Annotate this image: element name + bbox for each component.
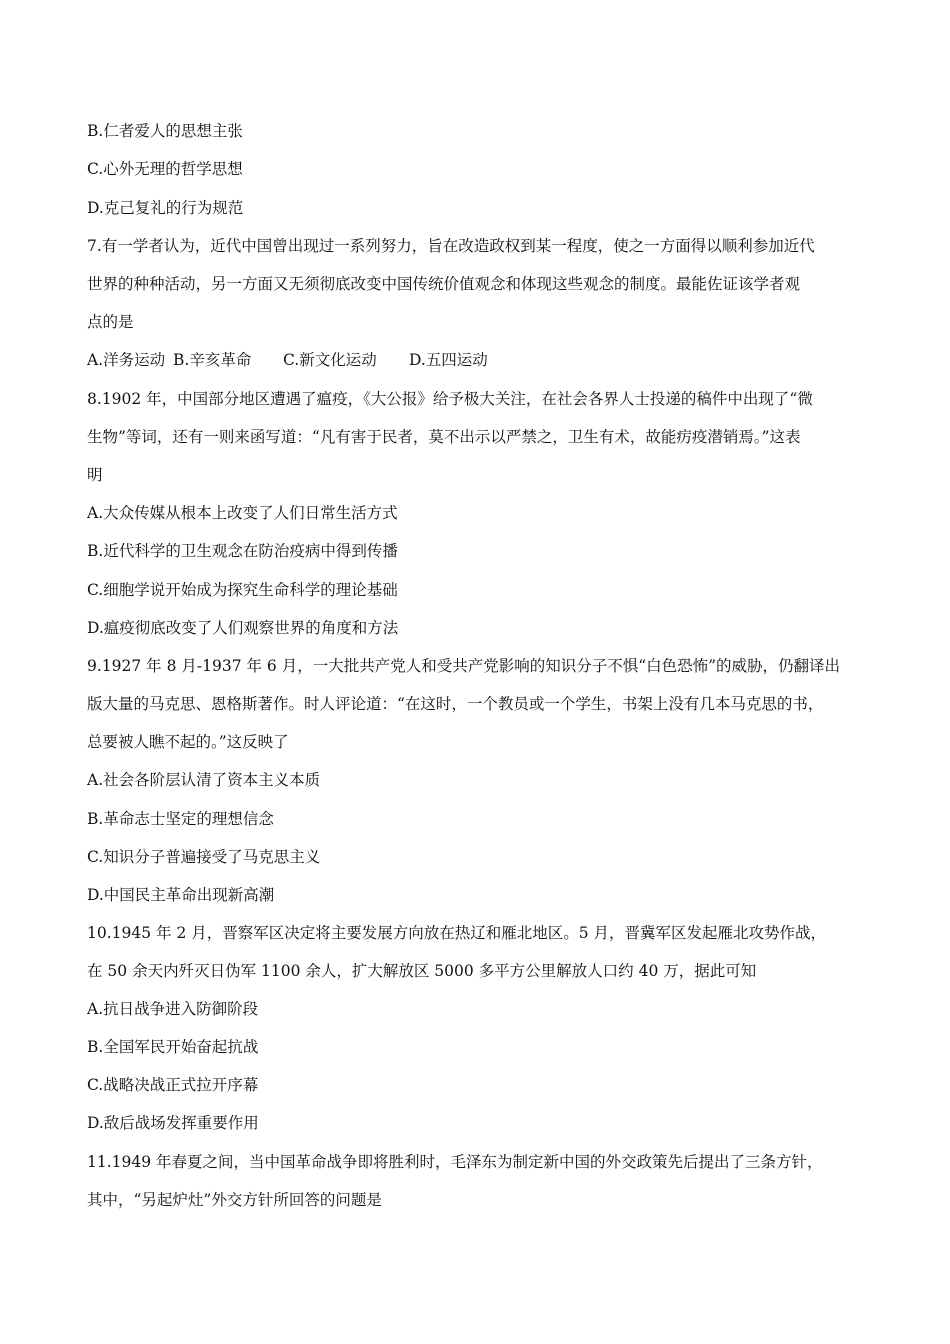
q7-stem-line-2: 世界的种种活动，另一方面又无须彻底改变中国传统价值观念和体现这些观念的制度。最能佐证该学者观 — [87, 275, 801, 293]
q7-options-row — [87, 349, 877, 371]
q7-stem-line-3: 点的是 — [87, 313, 134, 331]
q8-stem-line-3: 明 — [87, 466, 103, 484]
q10-option-b: B.全国军民开始奋起抗战 — [87, 1038, 259, 1056]
q8-option-c: C.细胞学说开始成为探究生命科学的理论基础 — [87, 581, 398, 599]
q9-stem-line-1: 9.1927 年 8 月-1937 年 6 月，一大批共产党人和受共产党影响的知识分子不惧“白色恐怖”的威胁，仍翻译出 — [87, 657, 841, 675]
q10-stem-line-2: 在 50 余天内歼灭日伪军 1100 余人，扩大解放区 5000 多平方公里解放人口约 40 万，据此可知 — [87, 962, 757, 980]
q9-option-d: D.中国民主革命出现新高潮 — [87, 886, 275, 904]
q10-stem-line-1: 10.1945 年 2 月，晋察军区决定将主要发展方向放在热辽和雁北地区。5 月，晋冀军区发起雁北攻势作战， — [87, 924, 827, 942]
q9-stem-line-2: 版大量的马克思、恩格斯著作。时人评论道：“在这时，一个教员或一个学生，书架上没有几本马克思的书， — [87, 695, 824, 713]
q7-option-b: B.辛亥革命 — [173, 351, 252, 369]
q9-option-a: A.社会各阶层认清了资本主义本质 — [87, 771, 321, 789]
q9-stem-line-3: 总要被人瞧不起的。”这反映了 — [87, 733, 289, 751]
q7-stem-line-1: 7.有一学者认为，近代中国曾出现过一系列努力，旨在改造政权到某一程度，使之一方面得以顺利参加近代 — [87, 237, 815, 255]
q8-option-a: A.大众传媒从根本上改变了人们日常生活方式 — [87, 504, 398, 522]
q7-option-a: A.洋务运动 — [87, 351, 166, 369]
q8-option-d: D.瘟疫彻底改变了人们观察世界的角度和方法 — [87, 619, 399, 637]
q11-stem-line-2: 其中，“另起炉灶”外交方针所回答的问题是 — [87, 1191, 382, 1209]
q9-option-c: C.知识分子普遍接受了马克思主义 — [87, 848, 321, 866]
q8-stem-line-1: 8.1902 年，中国部分地区遭遇了瘟疫，《大公报》给予极大关注，在社会各界人士投递的稿件中出现了“微 — [87, 390, 813, 408]
q6-option-c: C.心外无理的哲学思想 — [87, 160, 243, 178]
q10-option-d: D.敌后战场发挥重要作用 — [87, 1114, 259, 1132]
q8-option-b: B.近代科学的卫生观念在防治疫病中得到传播 — [87, 542, 398, 560]
q9-option-b: B.革命志士坚定的理想信念 — [87, 810, 274, 828]
q7-option-c: C.新文化运动 — [283, 351, 377, 369]
q6-option-d: D.克己复礼的行为规范 — [87, 199, 244, 217]
q10-option-a: A.抗日战争进入防御阶段 — [87, 1000, 259, 1018]
q10-option-c: C.战略决战正式拉开序幕 — [87, 1076, 259, 1094]
q6-option-b: B.仁者爱人的思想主张 — [87, 122, 243, 140]
q11-stem-line-1: 11.1949 年春夏之间，当中国革命战争即将胜利时，毛泽东为制定新中国的外交政策先后提出了三条方针， — [87, 1153, 823, 1171]
q7-option-d: D.五四运动 — [409, 351, 488, 369]
q8-stem-line-2: 生物”等词，还有一则来函写道：“凡有害于民者，莫不出示以严禁之，卫生有术，故能疠疫潜销焉。”这表 — [87, 428, 801, 446]
